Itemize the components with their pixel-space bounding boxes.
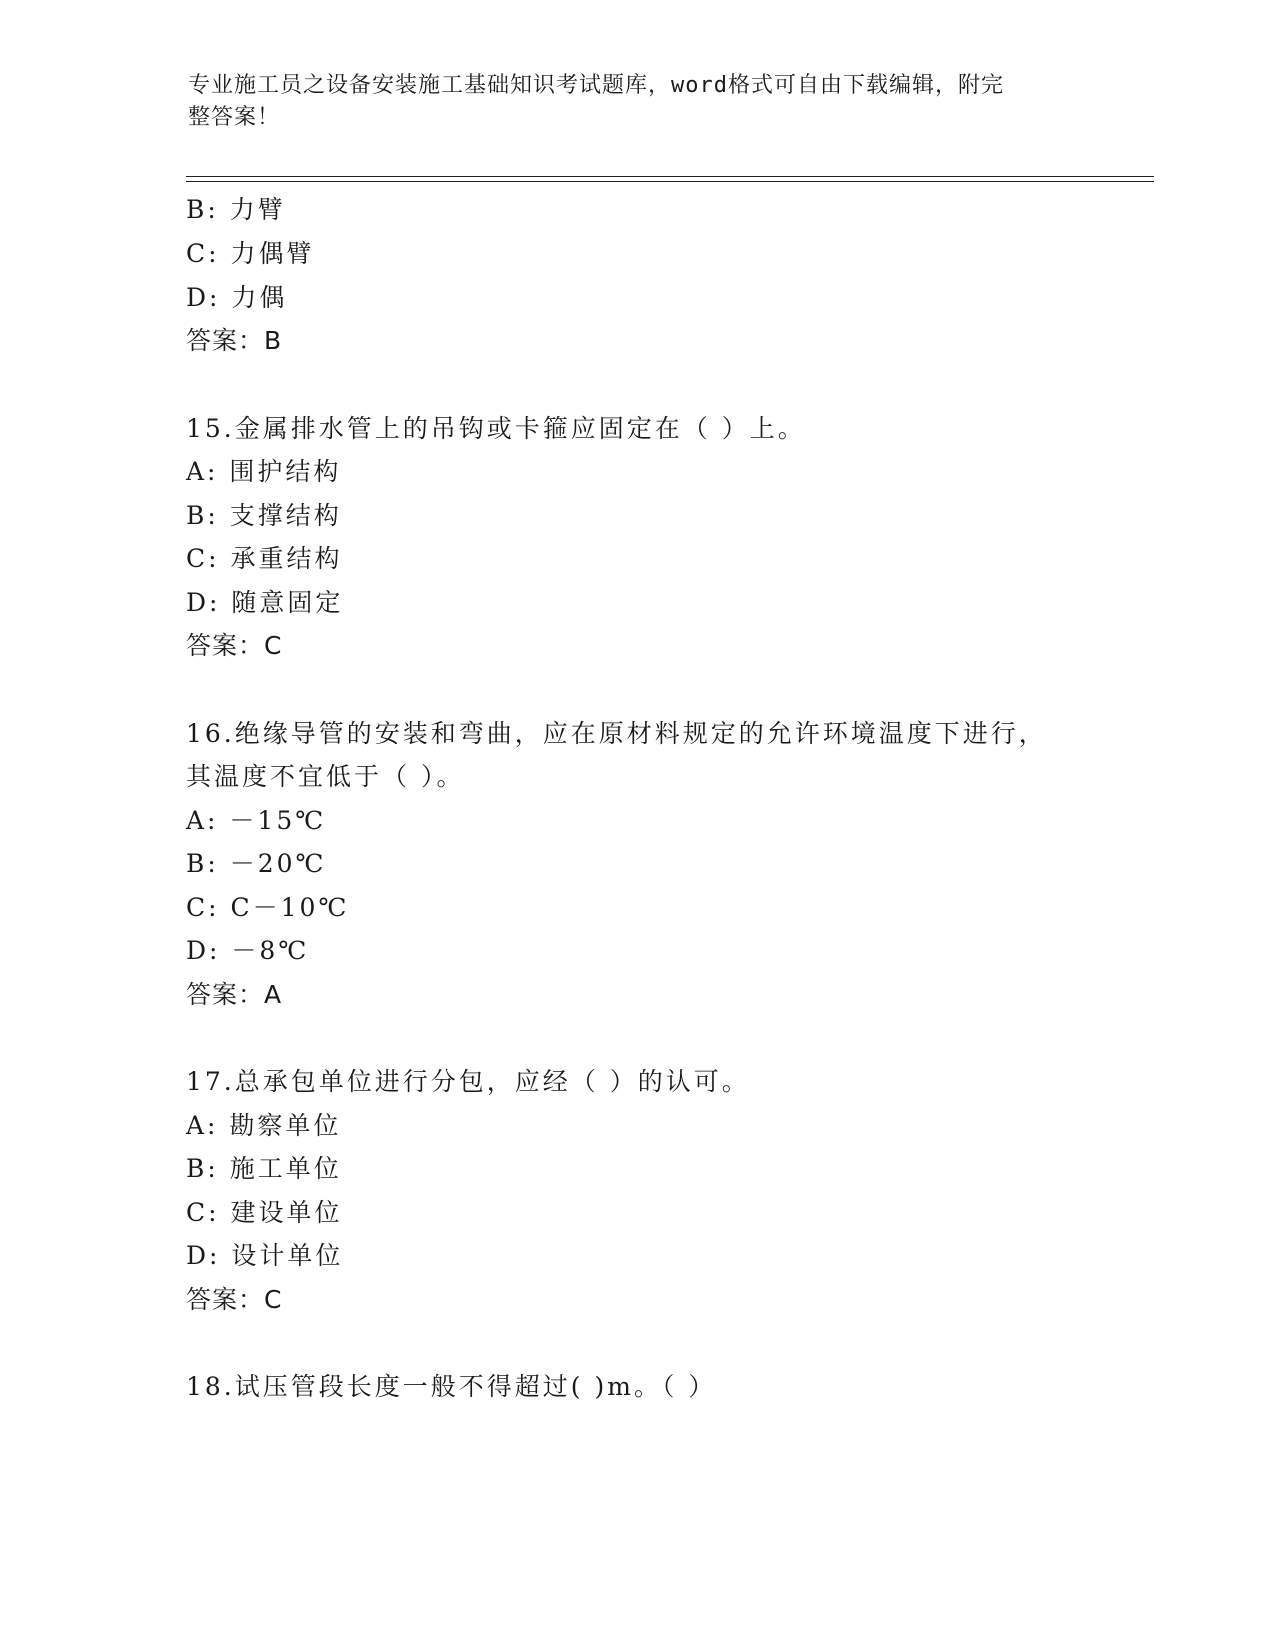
option-c: C: 力偶臂 (186, 239, 315, 268)
option-b: B: －20℃ (186, 849, 327, 878)
answer-line: 答案：C (186, 1285, 283, 1314)
option-d: D: 随意固定 (186, 588, 344, 617)
header-line-2: 整答案！ (188, 105, 281, 130)
question-stem-continued: 其温度不宜低于（ ）。 (186, 762, 465, 791)
option-b: B: 施工单位 (186, 1154, 342, 1183)
option-c: C: C－10℃ (186, 893, 350, 922)
question-stem: 18.试压管段长度一般不得超过( )m。（ ） (186, 1372, 717, 1401)
question-stem: 15.金属排水管上的吊钩或卡箍应固定在（ ）上。 (186, 414, 806, 443)
option-a: A: －15℃ (186, 806, 327, 835)
option-d: D: －8℃ (186, 936, 310, 965)
question-stem: 16.绝缘导管的安装和弯曲，应在原材料规定的允许环境温度下进行， (186, 719, 1047, 748)
document-header (188, 70, 1068, 134)
answer-line: 答案：C (186, 631, 283, 660)
option-c: C: 承重结构 (186, 544, 343, 573)
answer-line: 答案：A (186, 980, 283, 1009)
header-divider-bottom (186, 181, 1154, 182)
option-c: C: 建设单位 (186, 1198, 343, 1227)
option-a: A: 勘察单位 (186, 1111, 342, 1140)
header-divider-top (186, 176, 1154, 177)
option-b: B: 力臂 (186, 195, 286, 224)
option-d: D: 力偶 (186, 283, 288, 312)
question-stem: 17.总承包单位进行分包，应经（ ）的认可。 (186, 1067, 750, 1096)
option-d: D: 设计单位 (186, 1241, 344, 1270)
header-line-1: 专业施工员之设备安装施工基础知识考试题库，word格式可自由下载编辑，附完 (188, 73, 1004, 98)
answer-line: 答案：B (186, 326, 283, 355)
option-a: A: 围护结构 (186, 457, 342, 486)
option-b: B: 支撑结构 (186, 501, 342, 530)
